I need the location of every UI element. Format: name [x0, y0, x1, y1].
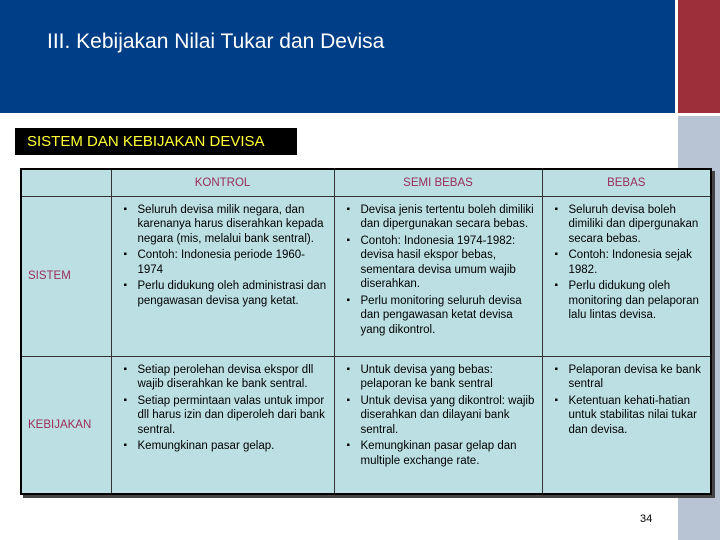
- table-cell: [111, 356, 334, 494]
- list-item: ▪ Seluruh devisa milik negara, dan karenanya harus diserahkan kepada negara (mis, melalui bank sentral).: [124, 203, 328, 247]
- list-item: ▪ Untuk devisa yang dikontrol: wajib diserahkan dan dilayani bank sentral.: [347, 394, 536, 438]
- header-kontrol: KONTROL: [111, 169, 334, 196]
- table-cell: [111, 196, 334, 356]
- list-item: ▪ Seluruh devisa boleh dimiliki dan dipergunakan secara bebas.: [555, 203, 705, 247]
- header-cell: [21, 169, 111, 196]
- accent-block: [678, 0, 720, 113]
- list-item: ▪ Contoh: Indonesia 1974-1982: devisa hasil ekspor bebas, sementara devisa umum wajib diserahkan.: [347, 234, 536, 292]
- devisa-table: [20, 168, 712, 495]
- list-item: ▪ Ketentuan kehati-hatian untuk stabilitas nilai tukar dan devisa.: [555, 394, 705, 438]
- table-cell: [334, 196, 542, 356]
- list-item: ▪ Perlu didukung oleh administrasi dan pengawasan devisa yang ketat.: [124, 279, 328, 308]
- row-label: KEBIJAKAN: [21, 356, 111, 494]
- list-item: ▪ Kemungkinan pasar gelap.: [124, 439, 328, 454]
- list-item: ▪ Kemungkinan pasar gelap dan multiple exchange rate.: [347, 439, 536, 468]
- list-item: ▪ Untuk devisa yang bebas: pelaporan ke bank sentral: [347, 363, 536, 392]
- header-bebas: BEBAS: [542, 169, 711, 196]
- page-number: 34: [640, 513, 653, 525]
- list-item: ▪ Perlu didukung oleh monitoring dan pelaporan lalu lintas devisa.: [555, 279, 705, 323]
- header-semi-bebas: SEMI BEBAS: [334, 169, 542, 196]
- table-row: [21, 356, 711, 494]
- table-cell: [542, 196, 711, 356]
- list-item: ▪ Setiap perolehan devisa ekspor dll wajib diserahkan ke bank sentral.: [124, 363, 328, 392]
- table-cell: [334, 356, 542, 494]
- list-item: ▪ Pelaporan devisa ke bank sentral: [555, 363, 705, 392]
- slide-title: III. Kebijakan Nilai Tukar dan Devisa: [47, 30, 385, 53]
- list-item: ▪ Devisa jenis tertentu boleh dimiliki dan dipergunakan secara bebas.: [347, 203, 536, 232]
- header-bar: [0, 0, 675, 113]
- list-item: ▪ Contoh: Indonesia periode 1960-1974: [124, 248, 328, 277]
- table-cell: [542, 356, 711, 494]
- section-banner: SISTEM DAN KEBIJAKAN DEVISA: [15, 128, 297, 155]
- header-row: [21, 169, 711, 196]
- row-label: SISTEM: [21, 196, 111, 356]
- list-item: ▪ Setiap permintaan valas untuk impor dll harus izin dan diperoleh dari bank sentral.: [124, 394, 328, 438]
- list-item: ▪ Contoh: Indonesia sejak 1982.: [555, 248, 705, 277]
- table-row: [21, 196, 711, 356]
- list-item: ▪ Perlu monitoring seluruh devisa dan pengawasan ketat devisa yang dikontrol.: [347, 294, 536, 338]
